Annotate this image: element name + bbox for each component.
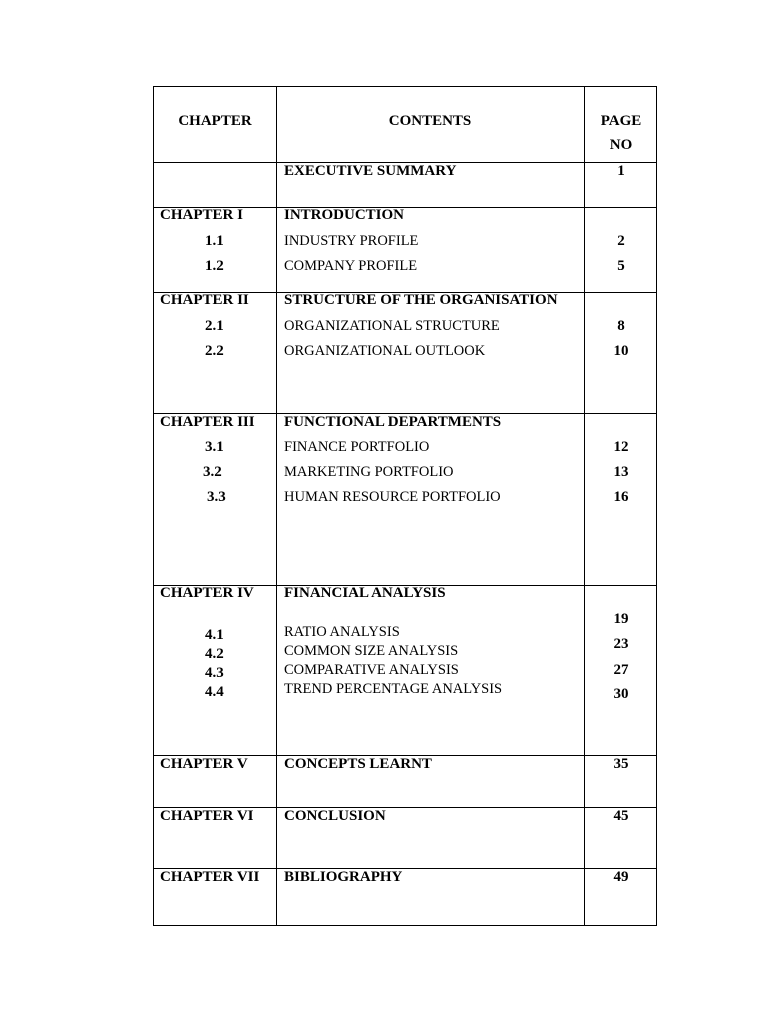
chapter-title: FINANCIAL ANALYSIS bbox=[284, 585, 446, 601]
section-number: 4.1 bbox=[205, 627, 224, 643]
section-number: 3.2 bbox=[203, 464, 222, 480]
section-number: 1.2 bbox=[205, 258, 224, 274]
chapter-title: INTRODUCTION bbox=[284, 207, 405, 223]
section-title: COMMON SIZE ANALYSIS bbox=[284, 643, 459, 659]
section-title: ORGANIZATIONAL OUTLOOK bbox=[284, 343, 486, 359]
chapter-label: CHAPTER II bbox=[160, 292, 249, 308]
section-page: 13 bbox=[613, 464, 629, 480]
section-page: 19 bbox=[613, 611, 629, 627]
section-number: 4.3 bbox=[205, 665, 224, 681]
header-chapter: CHAPTER bbox=[178, 113, 252, 129]
section-title: COMPARATIVE ANALYSIS bbox=[284, 662, 459, 678]
chapter-label: CHAPTER IV bbox=[160, 585, 254, 601]
section-title: ORGANIZATIONAL STRUCTURE bbox=[284, 318, 500, 334]
section-number: 1.1 bbox=[205, 233, 224, 249]
section-page: 8 bbox=[617, 318, 625, 334]
section-page: 12 bbox=[613, 439, 629, 455]
chapter-title: FUNCTIONAL DEPARTMENTS bbox=[284, 414, 502, 430]
executive-summary-title: EXECUTIVE SUMMARY bbox=[284, 163, 457, 179]
chapter-label: CHAPTER VII bbox=[160, 869, 260, 885]
header-contents: CONTENTS bbox=[388, 113, 472, 129]
column-divider bbox=[276, 87, 277, 925]
column-divider bbox=[584, 87, 585, 925]
chapter-title: BIBLIOGRAPHY bbox=[284, 869, 403, 885]
section-page: 30 bbox=[613, 686, 629, 702]
section-number: 3.1 bbox=[205, 439, 224, 455]
table-of-contents bbox=[153, 86, 657, 926]
section-number: 3.3 bbox=[207, 489, 226, 505]
section-number: 2.1 bbox=[205, 318, 224, 334]
section-title: RATIO ANALYSIS bbox=[284, 624, 400, 640]
chapter-title: CONCEPTS LEARNT bbox=[284, 756, 432, 772]
section-page: 2 bbox=[617, 233, 625, 249]
section-page: 16 bbox=[613, 489, 629, 505]
chapter-label: CHAPTER I bbox=[160, 207, 243, 223]
section-title: MARKETING PORTFOLIO bbox=[284, 464, 454, 480]
chapter-label: CHAPTER VI bbox=[160, 808, 254, 824]
chapter-page: 45 bbox=[613, 808, 629, 824]
chapter-page: 49 bbox=[613, 869, 629, 885]
chapter-page: 35 bbox=[613, 756, 629, 772]
section-page: 27 bbox=[613, 662, 629, 678]
section-number: 2.2 bbox=[205, 343, 224, 359]
section-title: COMPANY PROFILE bbox=[284, 258, 418, 274]
chapter-title: CONCLUSION bbox=[284, 808, 386, 824]
section-number: 4.2 bbox=[205, 646, 224, 662]
section-page: 10 bbox=[613, 343, 629, 359]
chapter-title: STRUCTURE OF THE ORGANISATION bbox=[284, 292, 558, 308]
section-number: 4.4 bbox=[205, 684, 224, 700]
header-page: PAGE bbox=[600, 113, 642, 129]
chapter-label: CHAPTER V bbox=[160, 756, 248, 772]
section-title: FINANCE PORTFOLIO bbox=[284, 439, 430, 455]
section-page: 5 bbox=[617, 258, 625, 274]
executive-summary-page: 1 bbox=[617, 163, 625, 179]
chapter-label: CHAPTER III bbox=[160, 414, 255, 430]
section-title: HUMAN RESOURCE PORTFOLIO bbox=[284, 489, 501, 505]
header-page-no: NO bbox=[609, 137, 633, 153]
section-title: TREND PERCENTAGE ANALYSIS bbox=[284, 681, 503, 697]
section-page: 23 bbox=[613, 636, 629, 652]
section-title: INDUSTRY PROFILE bbox=[284, 233, 419, 249]
